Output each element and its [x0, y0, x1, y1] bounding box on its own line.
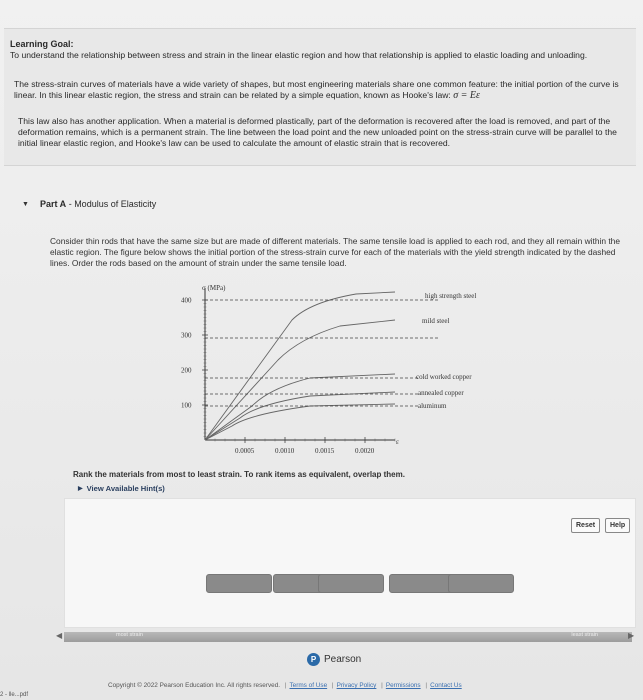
- y-tick-label: 200: [181, 366, 192, 375]
- pearson-logo-icon: P: [307, 653, 320, 666]
- x-tick-label: 0.0010: [275, 447, 295, 455]
- label-annealed-copper: annealed copper: [418, 389, 464, 397]
- scale-left-arrow-icon: ◀: [56, 631, 63, 640]
- copyright-text: Copyright © 2022 Pearson Education Inc. All rights reserved.: [108, 682, 281, 689]
- label-mild-steel: mild steel: [422, 317, 450, 325]
- taskbar-file[interactable]: 2 - lle...pdf: [0, 692, 29, 698]
- x-tick-label: 0.0020: [355, 447, 375, 455]
- ranking-tile[interactable]: [448, 574, 514, 593]
- learning-goal-panel: [4, 28, 636, 166]
- learning-goal-summary: To understand the relationship between stress and strain in the linear elastic region and how that relationship is applied to elastic loading and unloading.: [10, 50, 588, 60]
- part-label: Part A - Modulus of Elasticity: [40, 199, 157, 209]
- learning-goal-paragraph-1: [14, 79, 634, 101]
- expand-arrow-icon: ▶: [78, 486, 83, 492]
- stress-strain-figure: [160, 280, 500, 460]
- label-high-strength-steel: high strength steel: [425, 292, 477, 300]
- permissions-link[interactable]: Permissions: [385, 682, 421, 689]
- y-tick-label: 300: [181, 331, 192, 340]
- footer: Copyright © 2022 Pearson Education Inc. All rights reserved. | Terms of Use | Privacy Policy | Permissions | Contact Us: [108, 682, 462, 689]
- x-axis-label: ε: [396, 438, 399, 446]
- label-aluminum: aluminum: [418, 402, 447, 410]
- collapse-triangle-icon[interactable]: ▼: [22, 200, 29, 208]
- part-a-header[interactable]: [22, 194, 422, 214]
- pearson-name: Pearson: [324, 654, 362, 665]
- ranking-tile[interactable]: [318, 574, 384, 593]
- question-text: Consider thin rods that have the same size but are made of different materials. The same tensile load is applied to each rod, and they all remain within the elastic region. The figure below shows the initial portion of the stress-strain curve for each of the materials with the yield strength indicated by the dashed lines. Order the rods based on the amount of strain under the same tensile load.: [50, 236, 620, 268]
- hookes-law-formula: σ = Eε: [453, 90, 480, 101]
- y-tick-label: 100: [181, 401, 192, 410]
- pearson-brand: [307, 653, 361, 666]
- contact-link[interactable]: Contact Us: [430, 682, 462, 689]
- help-button[interactable]: Help: [605, 518, 630, 533]
- x-tick-label: 0.0015: [315, 447, 335, 455]
- y-axis-label: σ (MPa): [202, 284, 226, 292]
- scale-right-label: least strain: [571, 632, 598, 638]
- part-title: Modulus of Elasticity: [74, 199, 157, 209]
- curve-annealed-copper: [205, 392, 395, 440]
- scale-right-arrow-icon: ▶: [628, 631, 635, 640]
- terms-link[interactable]: Terms of Use: [289, 682, 328, 689]
- ranking-instructions: Rank the materials from most to least strain. To rank items as equivalent, overlap them.: [73, 470, 405, 479]
- part-number: Part A: [40, 199, 67, 209]
- curve-high-strength-steel: [205, 292, 395, 440]
- hints-label: View Available Hint(s): [86, 484, 165, 493]
- ranking-area[interactable]: [64, 498, 636, 628]
- ranking-tile[interactable]: [389, 574, 455, 593]
- x-tick-label: 0.0005: [235, 447, 255, 455]
- ranking-scale-bar: [64, 631, 635, 642]
- scale-left-label: most strain: [116, 632, 143, 638]
- learning-goal-title: Learning Goal:: [10, 39, 74, 49]
- hookes-law-text: The stress-strain curves of materials have a wide variety of shapes, but most engineering materials share one common feature: the initial portion of the curve is linear. In this linear elastic region, the stress and strain can be related by a simple equation, known as Hooke's law:: [14, 79, 619, 100]
- privacy-link[interactable]: Privacy Policy: [336, 682, 377, 689]
- view-hints-link[interactable]: [78, 484, 165, 493]
- reset-button[interactable]: Reset: [571, 518, 600, 533]
- learning-goal-paragraph-2: This law also has another application. When a material is deformed plastically, part of the deformation is recovered after the load is removed, and part of the deformation remains, which is a permanent strain. The line between the load point and the new unloaded point on the stress-strain curve will be parallel to the initial linear elastic region, and Hooke's law can be used to calculate the amount of elastic strain that is recovered.: [18, 116, 617, 148]
- label-cold-worked-copper: cold worked copper: [416, 373, 472, 381]
- y-tick-label: 400: [181, 296, 192, 305]
- ranking-tile[interactable]: [206, 574, 272, 593]
